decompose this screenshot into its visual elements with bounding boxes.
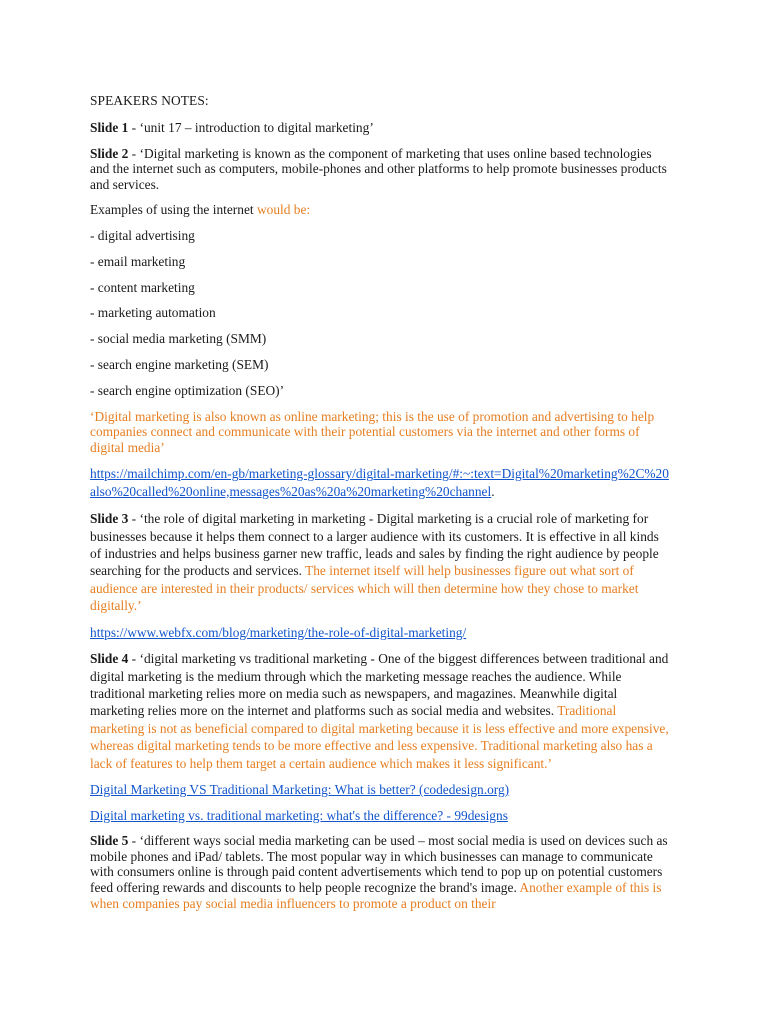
examples-lead-orange: would be: xyxy=(256,202,311,218)
slide-1-note xyxy=(90,120,672,136)
list-item: - social media marketing (SMM) xyxy=(90,331,267,347)
slide-2-sep: - xyxy=(128,145,140,161)
webfx-link[interactable]: https://www.webfx.com/blog/marketing/the-role-of-digital-marketing/ xyxy=(90,624,467,640)
list-item: - search engine marketing (SEM) xyxy=(90,356,269,372)
slide-5-label: Slide 5 xyxy=(90,833,129,849)
mailchimp-link[interactable]: https://mailchimp.com/en-gb/marketing-glossary/digital-marketing/#:~:text=Digital%20marketing%2C%20also%20called%20online,messages%20as%20a%20marketing%20channel xyxy=(90,466,669,499)
slide-3-source xyxy=(90,625,672,641)
document-heading: SPEAKERS NOTES: xyxy=(90,93,209,108)
slide-1-sep: - xyxy=(128,120,140,135)
slide-1-text: ‘unit 17 – introduction to digital marketing’ xyxy=(139,120,374,135)
slide-4-source-2 xyxy=(90,808,672,824)
slide-2-examples-lead xyxy=(90,202,672,218)
99designs-link[interactable]: Digital marketing vs. traditional marketing: what's the difference? - 99designs xyxy=(90,807,508,823)
codedesign-link[interactable]: Digital Marketing VS Traditional Marketing: What is better? (codedesign.org) xyxy=(90,782,510,798)
slide-4-label: Slide 4 xyxy=(90,651,129,667)
list-item: - marketing automation xyxy=(90,305,216,321)
slide-2-label: Slide 2 xyxy=(90,145,129,161)
list-item: - email marketing xyxy=(90,253,186,269)
slide-3-sep: - xyxy=(128,511,140,527)
slide-1-label: Slide 1 xyxy=(90,120,129,135)
link-trailing-period: . xyxy=(491,483,495,499)
slide-2-source xyxy=(90,465,672,500)
list-item: - content marketing xyxy=(90,279,195,295)
slide-4-note xyxy=(90,650,672,772)
slide-4-orange: Traditional marketing is not as beneficial compared to digital marketing because it is less effective and more expensive, whereas digital marketing tends to be more effective and less expensive. Traditional marketing also has a lack of features to help them target a certain audience which makes it less significant.’ xyxy=(90,703,669,771)
slide-3-orange: The internet itself will help businesses figure out what sort of audience are interested in their products/ services which will then determine how they chose to market digitally.’ xyxy=(90,563,639,614)
slide-5-orange: Another example of this is when companies pay social media influencers to promote a product on their xyxy=(90,879,662,911)
list-item: - search engine optimization (SEO)’ xyxy=(90,382,285,398)
list-item: - digital advertising xyxy=(90,227,195,243)
slide-2-quote: ‘Digital marketing is also known as online marketing; this is the use of promotion and advertising to help companies connect and communicate with their potential customers via the internet and other forms of digital media’ xyxy=(90,408,655,455)
slide-3-label: Slide 3 xyxy=(90,511,129,527)
slide-5-sep: - xyxy=(128,833,140,849)
slide-4-sep: - xyxy=(128,651,140,667)
slide-3-note xyxy=(90,510,672,614)
slide-2-note xyxy=(90,146,672,193)
slide-3-text: ‘the role of digital marketing in marketing - Digital marketing is a crucial role of marketing for businesses because it helps them connect to a larger audience with its customers. It is effective in all kinds of industries and helps business garner new traffic, leads and sales by finding the right audience by people searching for the products and services. xyxy=(90,511,659,579)
slide-4-source-1 xyxy=(90,782,672,798)
slide-4-text: ‘digital marketing vs traditional marketing - One of the biggest differences between traditional and digital marketing is the medium through which the marketing message reaches the audience. While traditional marketing relies more on media such as newspapers, and magazines. Meanwhile digital marketing relies more on the internet and platforms such as social media and websites. xyxy=(90,651,669,719)
examples-lead-text: Examples of using the internet xyxy=(90,202,257,218)
slide-5-note xyxy=(90,833,672,911)
slide-5-text: ‘different ways social media marketing can be used – most social media is used on devices such as mobile phones and iPad/ tablets. The most popular way in which businesses can manage to communicate with consumers online is through paid content advertisements which tend to pop up on potential customers feed offering rewards and discounts to help people recognize the brand's image. xyxy=(90,833,668,895)
slide-2-text: ‘Digital marketing is known as the component of marketing that uses online based technologies and the internet such as computers, mobile-phones and other platforms to help promote businesses products and services. xyxy=(90,145,667,192)
